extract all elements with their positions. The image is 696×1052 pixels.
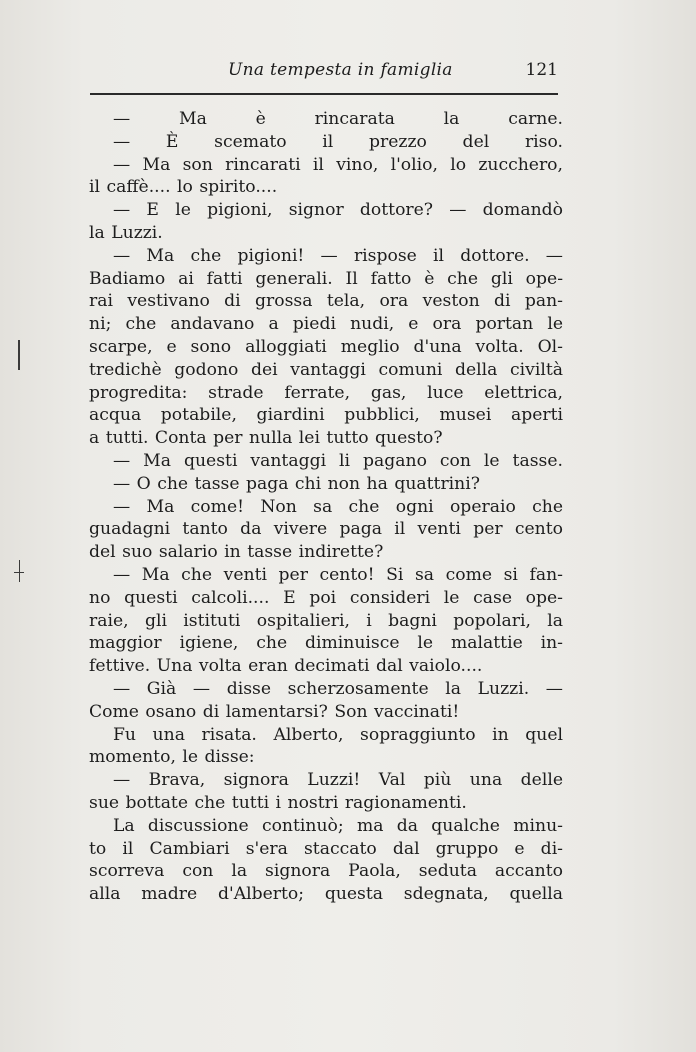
text-line: — Ma questi vantaggi li pagano con le tasse.	[113, 450, 563, 471]
text-line: il caffè.... lo spirito....	[89, 177, 278, 198]
text-line: acqua potabile, giardini pubblici, musei aperti	[89, 405, 563, 426]
text-line: — Ma come! Non sa che ogni operaio che	[113, 496, 563, 517]
text-line: — Ma è rincarata la carne.	[113, 109, 563, 129]
text-line: guadagni tanto da vivere paga il venti per cento	[89, 519, 563, 540]
margin-mark	[19, 560, 20, 582]
text-line: to il Cambiari s'era staccato dal gruppo e di-	[89, 838, 563, 859]
text-line: Fu una risata. Alberto, sopraggiunto in quel	[113, 724, 563, 745]
text-line: no questi calcoli.... E poi consideri le case ope-	[89, 587, 563, 608]
text-line: La discussione continuò; ma da qualche minu-	[113, 815, 563, 836]
text-line: Badiamo ai fatti generali. Il fatto è che gli ope-	[89, 268, 563, 289]
text-line: momento, le disse:	[89, 747, 255, 768]
text-line: rai vestivano di grossa tela, ora veston di pan-	[89, 291, 563, 312]
text-line: maggior igiene, che diminuisce le malattie in-	[89, 633, 563, 654]
text-line: scarpe, e sono alloggiati meglio d'una volta. Ol-	[89, 336, 563, 357]
margin-mark	[18, 340, 20, 370]
text-line: tredichè godono dei vantaggi comuni della civiltà	[89, 359, 563, 380]
text-line: Come osano di lamentarsi? Son vaccinati!	[89, 701, 460, 722]
text-line: fettive. Una volta eran decimati dal vaiolo....	[89, 656, 483, 677]
text-line: del suo salario in tasse indirette?	[89, 542, 384, 563]
header-rule	[90, 93, 558, 95]
text-line: — Ma che pigioni! — rispose il dottore. —	[113, 245, 563, 266]
text-line: — O che tasse paga chi non ha quattrini?	[113, 473, 480, 494]
text-line: progredita: strade ferrate, gas, luce elettrica,	[89, 382, 563, 403]
text-line: — Già — disse scherzosamente la Luzzi. —	[113, 678, 563, 699]
text-line: alla madre d'Alberto; questa sdegnata, quella	[89, 884, 563, 905]
text-line: — Ma son rincarati il vino, l'olio, lo zucchero,	[113, 154, 563, 175]
text-line: — È scemato il prezzo del riso.	[113, 131, 563, 152]
body-text	[89, 108, 563, 906]
text-line: raie, gli istituti ospitalieri, i bagni popolari, la	[89, 610, 563, 631]
text-line: sue bottate che tutti i nostri ragionamenti.	[89, 792, 467, 813]
text-line: scorreva con la signora Paola, seduta accanto	[89, 861, 563, 882]
text-line: a tutti. Conta per nulla lei tutto questo?	[89, 428, 443, 449]
text-line: — Brava, signora Luzzi! Val più una delle	[113, 770, 563, 791]
page-number: 121	[525, 60, 558, 80]
text-line: — E le pigioni, signor dottore? — domandò	[113, 200, 563, 221]
text-line: ni; che andavano a piedi nudi, e ora portan le	[89, 314, 563, 335]
text-line: — Ma che venti per cento! Si sa come si fan-	[113, 564, 563, 585]
running-title: Una tempesta in famiglia	[228, 60, 453, 80]
page-header	[88, 60, 562, 88]
text-line: la Luzzi.	[89, 222, 163, 243]
